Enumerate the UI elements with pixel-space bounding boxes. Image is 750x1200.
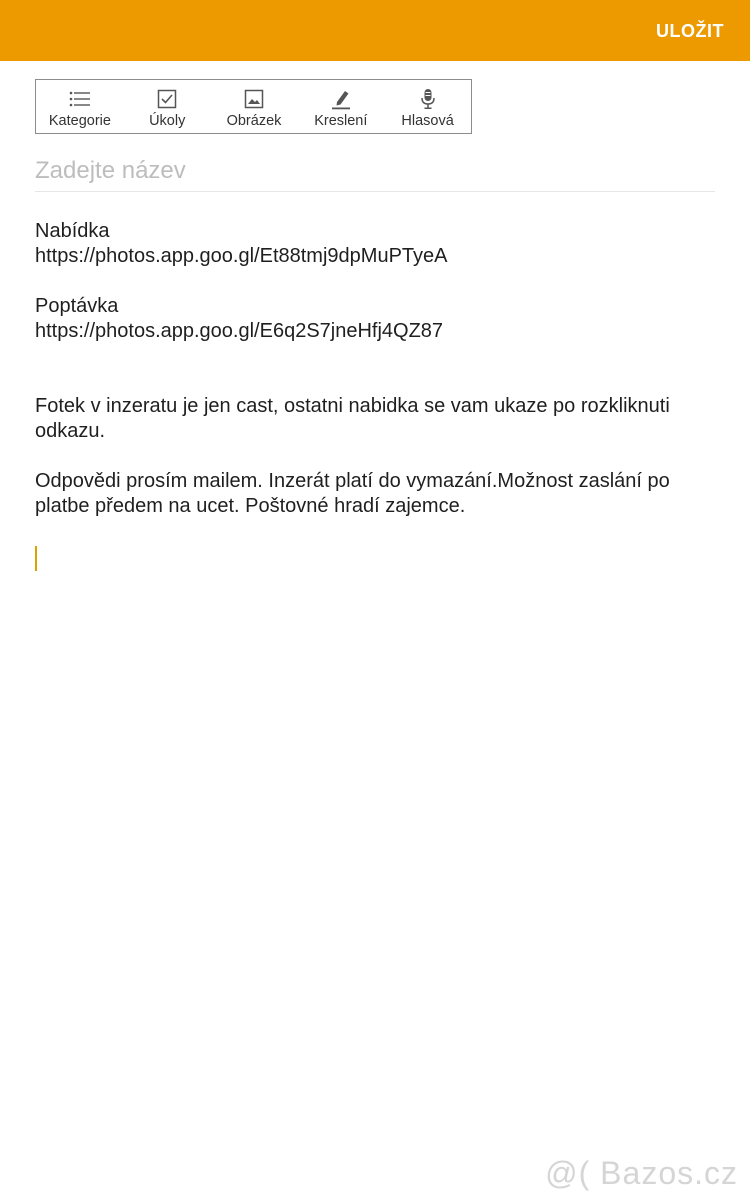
checkbox-icon (156, 88, 178, 110)
insert-toolbar (35, 79, 472, 134)
note-title-input[interactable] (35, 150, 715, 192)
note-body-editor[interactable] (35, 219, 715, 519)
list-icon (69, 88, 91, 110)
toolbar-tasks-button[interactable] (124, 80, 211, 133)
note-paragraph: Odpovědi prosím mailem. Inzerát platí do vymazání.Možnost zaslání po platbe předem na ucet. Poštovné hradí zajemce. (35, 470, 670, 517)
toolbar-image-label: Obrázek (226, 113, 282, 129)
microphone-icon (417, 88, 439, 110)
note-paragraph: Nabídka https://photos.app.goo.gl/Et88tmj9dpMuPTyeA (35, 220, 448, 267)
toolbar-tasks-label: Úkoly (149, 113, 186, 129)
toolbar-category-label: Kategorie (48, 113, 111, 129)
toolbar-drawing-button[interactable] (297, 80, 384, 133)
toolbar-voice-label: Hlasová (401, 113, 454, 129)
toolbar-category-button[interactable] (36, 80, 124, 133)
watermark-logo: @( Bazos.cz (545, 1155, 738, 1191)
note-paragraph: Fotek v inzeratu je jen cast, ostatni nabidka se vam ukaze po rozkliknuti odkazu. (35, 395, 670, 442)
app-bar (0, 0, 750, 61)
save-button[interactable]: ULOŽIT (656, 21, 724, 41)
text-cursor (35, 546, 37, 571)
note-paragraph: Poptávka https://photos.app.goo.gl/E6q2S7jneHfj4QZ87 (35, 295, 444, 342)
image-icon (243, 88, 265, 110)
toolbar-image-button[interactable] (211, 80, 298, 133)
toolbar-drawing-label: Kreslení (314, 113, 368, 129)
pen-icon (330, 88, 352, 110)
toolbar-voice-button[interactable] (384, 80, 471, 133)
